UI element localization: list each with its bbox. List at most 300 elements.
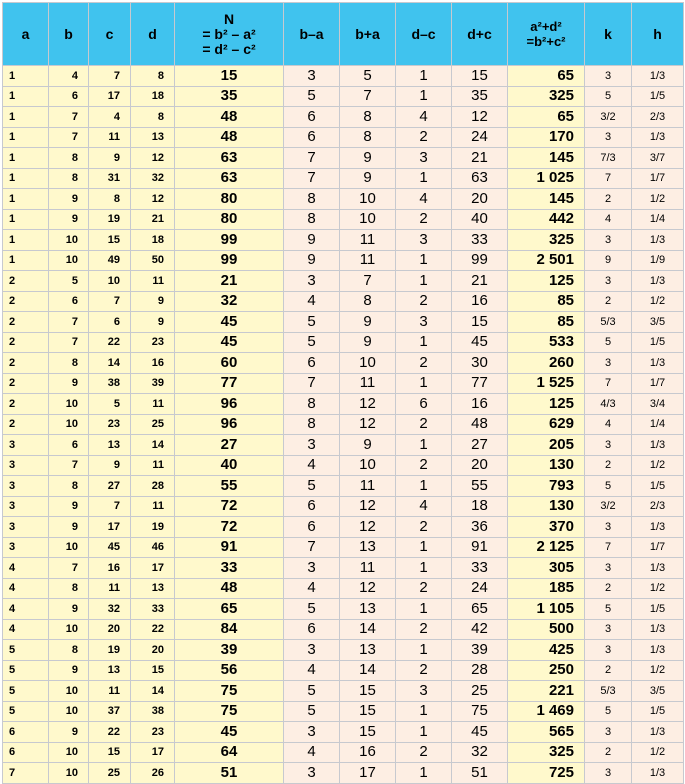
cell-k: 3	[585, 230, 632, 251]
cell-d-plus-c: 51	[452, 763, 508, 784]
header-n-line3: = d² – c²	[202, 40, 256, 57]
cell-a: 1	[3, 148, 49, 169]
cell-c: 23	[89, 414, 131, 435]
table-row	[3, 496, 684, 517]
cell-k: 5	[585, 701, 632, 722]
cell-h: 1/2	[632, 660, 684, 681]
pythagorean-difference-table	[2, 2, 684, 784]
cell-h: 1/2	[632, 291, 684, 312]
cell-n: 45	[175, 312, 284, 333]
cell-c: 49	[89, 250, 131, 271]
cell-a: 1	[3, 189, 49, 210]
table-row	[3, 373, 684, 394]
cell-d-minus-c: 3	[396, 230, 452, 251]
cell-h: 1/9	[632, 250, 684, 271]
cell-b-plus-a: 12	[340, 414, 396, 435]
cell-c: 9	[89, 148, 131, 169]
cell-n: 65	[175, 599, 284, 620]
cell-a: 6	[3, 742, 49, 763]
cell-d: 39	[131, 373, 175, 394]
cell-d-minus-c: 3	[396, 312, 452, 333]
cell-b-minus-a: 3	[284, 763, 340, 784]
cell-n: 35	[175, 86, 284, 107]
cell-c: 17	[89, 86, 131, 107]
cell-d-minus-c: 2	[396, 619, 452, 640]
cell-k: 5	[585, 476, 632, 497]
cell-b-plus-a: 5	[340, 66, 396, 87]
cell-b-minus-a: 6	[284, 517, 340, 538]
cell-d-minus-c: 4	[396, 189, 452, 210]
cell-h: 1/3	[632, 230, 684, 251]
cell-k: 2	[585, 455, 632, 476]
cell-b-minus-a: 9	[284, 230, 340, 251]
cell-a: 4	[3, 558, 49, 579]
cell-d: 14	[131, 681, 175, 702]
table-row	[3, 455, 684, 476]
cell-b-plus-a: 7	[340, 86, 396, 107]
cell-d-minus-c: 2	[396, 209, 452, 230]
cell-d: 32	[131, 168, 175, 189]
cell-h: 1/3	[632, 619, 684, 640]
cell-c: 16	[89, 558, 131, 579]
cell-b: 9	[49, 373, 89, 394]
cell-d-plus-c: 27	[452, 435, 508, 456]
cell-d-plus-c: 75	[452, 701, 508, 722]
cell-k: 3	[585, 640, 632, 661]
cell-b: 6	[49, 291, 89, 312]
cell-b-minus-a: 3	[284, 558, 340, 579]
cell-d: 22	[131, 619, 175, 640]
cell-b-minus-a: 7	[284, 148, 340, 169]
cell-b-plus-a: 9	[340, 312, 396, 333]
cell-d-plus-c: 45	[452, 332, 508, 353]
cell-c: 22	[89, 332, 131, 353]
cell-sum-squares: 500	[508, 619, 585, 640]
cell-k: 3	[585, 271, 632, 292]
cell-d-plus-c: 32	[452, 742, 508, 763]
cell-a: 1	[3, 250, 49, 271]
cell-b-plus-a: 10	[340, 189, 396, 210]
cell-n: 80	[175, 189, 284, 210]
table-row	[3, 742, 684, 763]
cell-h: 1/2	[632, 455, 684, 476]
cell-d-plus-c: 65	[452, 599, 508, 620]
table-row	[3, 537, 684, 558]
cell-b-minus-a: 5	[284, 312, 340, 333]
cell-n: 56	[175, 660, 284, 681]
cell-d-plus-c: 24	[452, 578, 508, 599]
cell-c: 17	[89, 517, 131, 538]
table-row	[3, 414, 684, 435]
cell-k: 3/2	[585, 107, 632, 128]
cell-a: 5	[3, 681, 49, 702]
cell-sum-squares: 325	[508, 230, 585, 251]
cell-d: 9	[131, 312, 175, 333]
cell-sum-squares: 325	[508, 742, 585, 763]
cell-b-minus-a: 6	[284, 107, 340, 128]
cell-b-minus-a: 4	[284, 291, 340, 312]
cell-d-minus-c: 1	[396, 332, 452, 353]
cell-b: 10	[49, 394, 89, 415]
cell-h: 1/3	[632, 640, 684, 661]
cell-d: 16	[131, 353, 175, 374]
cell-sum-squares: 185	[508, 578, 585, 599]
cell-a: 6	[3, 722, 49, 743]
cell-d: 12	[131, 189, 175, 210]
cell-h: 3/4	[632, 394, 684, 415]
cell-n: 51	[175, 763, 284, 784]
cell-b-minus-a: 4	[284, 455, 340, 476]
header-sum-line2: =b²+c²	[526, 34, 566, 49]
cell-b-minus-a: 8	[284, 414, 340, 435]
cell-b-minus-a: 3	[284, 722, 340, 743]
cell-sum-squares: 725	[508, 763, 585, 784]
cell-c: 45	[89, 537, 131, 558]
cell-d-minus-c: 4	[396, 496, 452, 517]
cell-d: 8	[131, 66, 175, 87]
cell-sum-squares: 425	[508, 640, 585, 661]
cell-b-minus-a: 3	[284, 640, 340, 661]
cell-k: 3	[585, 127, 632, 148]
cell-d: 26	[131, 763, 175, 784]
cell-b-minus-a: 9	[284, 250, 340, 271]
cell-d: 13	[131, 578, 175, 599]
cell-k: 4	[585, 414, 632, 435]
cell-d-plus-c: 48	[452, 414, 508, 435]
cell-b: 6	[49, 86, 89, 107]
cell-d-minus-c: 1	[396, 558, 452, 579]
cell-d-minus-c: 1	[396, 271, 452, 292]
cell-sum-squares: 533	[508, 332, 585, 353]
cell-sum-squares: 145	[508, 148, 585, 169]
cell-d-plus-c: 40	[452, 209, 508, 230]
cell-b: 8	[49, 640, 89, 661]
cell-c: 20	[89, 619, 131, 640]
cell-n: 40	[175, 455, 284, 476]
cell-h: 1/3	[632, 558, 684, 579]
cell-d: 11	[131, 394, 175, 415]
cell-b-plus-a: 17	[340, 763, 396, 784]
cell-n: 15	[175, 66, 284, 87]
cell-n: 39	[175, 640, 284, 661]
cell-d: 18	[131, 86, 175, 107]
cell-sum-squares: 305	[508, 558, 585, 579]
table-row	[3, 312, 684, 333]
cell-n: 48	[175, 578, 284, 599]
cell-h: 2/3	[632, 496, 684, 517]
cell-h: 1/5	[632, 476, 684, 497]
cell-d-plus-c: 35	[452, 86, 508, 107]
cell-d-plus-c: 20	[452, 189, 508, 210]
table-row	[3, 763, 684, 784]
cell-c: 7	[89, 291, 131, 312]
cell-b-plus-a: 11	[340, 230, 396, 251]
cell-a: 1	[3, 66, 49, 87]
cell-b-minus-a: 8	[284, 394, 340, 415]
cell-c: 10	[89, 271, 131, 292]
cell-b-plus-a: 8	[340, 107, 396, 128]
cell-n: 99	[175, 250, 284, 271]
cell-b-minus-a: 6	[284, 353, 340, 374]
cell-b-plus-a: 7	[340, 271, 396, 292]
cell-b-minus-a: 3	[284, 435, 340, 456]
header-b-plus-a: b+a	[340, 3, 396, 66]
cell-h: 1/3	[632, 271, 684, 292]
cell-sum-squares: 370	[508, 517, 585, 538]
cell-k: 2	[585, 578, 632, 599]
cell-c: 11	[89, 681, 131, 702]
cell-d: 13	[131, 127, 175, 148]
cell-k: 7	[585, 373, 632, 394]
cell-b: 10	[49, 742, 89, 763]
cell-n: 32	[175, 291, 284, 312]
cell-d-plus-c: 63	[452, 168, 508, 189]
cell-b-plus-a: 11	[340, 373, 396, 394]
cell-c: 8	[89, 189, 131, 210]
cell-h: 1/2	[632, 578, 684, 599]
cell-b-plus-a: 12	[340, 517, 396, 538]
cell-d-minus-c: 2	[396, 127, 452, 148]
cell-b: 9	[49, 209, 89, 230]
cell-h: 1/3	[632, 66, 684, 87]
cell-b-plus-a: 16	[340, 742, 396, 763]
cell-n: 64	[175, 742, 284, 763]
cell-a: 2	[3, 373, 49, 394]
table-row	[3, 189, 684, 210]
cell-b-plus-a: 13	[340, 640, 396, 661]
cell-k: 3/2	[585, 496, 632, 517]
cell-k: 2	[585, 660, 632, 681]
cell-h: 1/4	[632, 209, 684, 230]
cell-k: 5	[585, 86, 632, 107]
cell-d: 8	[131, 107, 175, 128]
cell-n: 80	[175, 209, 284, 230]
cell-d-minus-c: 2	[396, 455, 452, 476]
cell-c: 31	[89, 168, 131, 189]
cell-b: 10	[49, 701, 89, 722]
cell-d-plus-c: 39	[452, 640, 508, 661]
table-row	[3, 107, 684, 128]
table-row	[3, 517, 684, 538]
cell-a: 1	[3, 168, 49, 189]
cell-d-minus-c: 4	[396, 107, 452, 128]
cell-b: 9	[49, 660, 89, 681]
cell-h: 1/2	[632, 189, 684, 210]
cell-b-plus-a: 15	[340, 701, 396, 722]
cell-d: 9	[131, 291, 175, 312]
cell-h: 1/7	[632, 537, 684, 558]
cell-d-plus-c: 33	[452, 230, 508, 251]
cell-n: 63	[175, 148, 284, 169]
cell-b-minus-a: 5	[284, 599, 340, 620]
cell-b-plus-a: 9	[340, 148, 396, 169]
cell-n: 96	[175, 414, 284, 435]
cell-k: 5/3	[585, 312, 632, 333]
cell-b-plus-a: 13	[340, 537, 396, 558]
cell-a: 3	[3, 517, 49, 538]
cell-d-plus-c: 20	[452, 455, 508, 476]
cell-b: 9	[49, 722, 89, 743]
cell-h: 3/7	[632, 148, 684, 169]
table-row	[3, 394, 684, 415]
cell-sum-squares: 2 501	[508, 250, 585, 271]
table-row	[3, 353, 684, 374]
cell-d-minus-c: 6	[396, 394, 452, 415]
cell-k: 3	[585, 763, 632, 784]
cell-d-plus-c: 28	[452, 660, 508, 681]
cell-sum-squares: 565	[508, 722, 585, 743]
cell-b-plus-a: 10	[340, 353, 396, 374]
cell-h: 1/7	[632, 168, 684, 189]
cell-sum-squares: 85	[508, 291, 585, 312]
cell-a: 3	[3, 455, 49, 476]
cell-n: 91	[175, 537, 284, 558]
cell-sum-squares: 1 025	[508, 168, 585, 189]
cell-b: 7	[49, 332, 89, 353]
cell-c: 19	[89, 640, 131, 661]
cell-h: 1/7	[632, 373, 684, 394]
cell-b-minus-a: 7	[284, 537, 340, 558]
cell-k: 5	[585, 599, 632, 620]
cell-b: 7	[49, 558, 89, 579]
cell-h: 1/5	[632, 332, 684, 353]
cell-c: 6	[89, 312, 131, 333]
cell-k: 4/3	[585, 394, 632, 415]
table-row	[3, 148, 684, 169]
cell-k: 2	[585, 291, 632, 312]
header-h: h	[632, 3, 684, 66]
cell-c: 37	[89, 701, 131, 722]
cell-b: 7	[49, 455, 89, 476]
cell-k: 4	[585, 209, 632, 230]
cell-sum-squares: 170	[508, 127, 585, 148]
cell-b: 9	[49, 599, 89, 620]
header-b-minus-a: b–a	[284, 3, 340, 66]
cell-k: 2	[585, 189, 632, 210]
cell-n: 48	[175, 107, 284, 128]
cell-d-plus-c: 99	[452, 250, 508, 271]
header-a: a	[3, 3, 49, 66]
cell-k: 9	[585, 250, 632, 271]
cell-d-plus-c: 16	[452, 394, 508, 415]
cell-d: 21	[131, 209, 175, 230]
cell-a: 1	[3, 107, 49, 128]
cell-b: 8	[49, 476, 89, 497]
cell-b-minus-a: 4	[284, 578, 340, 599]
cell-b-plus-a: 10	[340, 209, 396, 230]
cell-d-plus-c: 91	[452, 537, 508, 558]
cell-n: 77	[175, 373, 284, 394]
cell-h: 2/3	[632, 107, 684, 128]
cell-n: 96	[175, 394, 284, 415]
cell-b-minus-a: 5	[284, 701, 340, 722]
cell-h: 1/2	[632, 742, 684, 763]
cell-d-plus-c: 30	[452, 353, 508, 374]
cell-d-minus-c: 2	[396, 353, 452, 374]
cell-b-plus-a: 11	[340, 250, 396, 271]
cell-d: 38	[131, 701, 175, 722]
cell-k: 3	[585, 619, 632, 640]
cell-b: 10	[49, 763, 89, 784]
cell-c: 13	[89, 435, 131, 456]
cell-d-plus-c: 15	[452, 66, 508, 87]
cell-a: 2	[3, 332, 49, 353]
cell-d-minus-c: 3	[396, 148, 452, 169]
cell-b: 10	[49, 414, 89, 435]
cell-k: 7	[585, 168, 632, 189]
table-row	[3, 640, 684, 661]
cell-k: 3	[585, 435, 632, 456]
cell-a: 3	[3, 537, 49, 558]
cell-n: 75	[175, 701, 284, 722]
header-sum-line1: a²+d²	[530, 19, 562, 34]
cell-sum-squares: 1 469	[508, 701, 585, 722]
cell-d: 17	[131, 742, 175, 763]
header-d-plus-c: d+c	[452, 3, 508, 66]
cell-a: 1	[3, 230, 49, 251]
cell-k: 2	[585, 742, 632, 763]
cell-n: 72	[175, 496, 284, 517]
cell-n: 21	[175, 271, 284, 292]
header-row	[3, 3, 684, 66]
table-row	[3, 578, 684, 599]
cell-a: 5	[3, 640, 49, 661]
cell-d-minus-c: 1	[396, 86, 452, 107]
header-d: d	[131, 3, 175, 66]
cell-a: 4	[3, 578, 49, 599]
cell-d: 20	[131, 640, 175, 661]
header-n-line2: = b² – a²	[202, 25, 256, 42]
cell-b-plus-a: 9	[340, 168, 396, 189]
table-row	[3, 127, 684, 148]
cell-n: 33	[175, 558, 284, 579]
cell-h: 1/3	[632, 722, 684, 743]
cell-d: 11	[131, 496, 175, 517]
header-n	[175, 3, 284, 66]
cell-d-minus-c: 1	[396, 537, 452, 558]
cell-n: 48	[175, 127, 284, 148]
cell-a: 1	[3, 86, 49, 107]
cell-a: 3	[3, 496, 49, 517]
cell-b: 8	[49, 148, 89, 169]
cell-b: 9	[49, 496, 89, 517]
cell-b-plus-a: 15	[340, 681, 396, 702]
cell-b-plus-a: 12	[340, 394, 396, 415]
cell-d-minus-c: 1	[396, 701, 452, 722]
cell-b-minus-a: 5	[284, 86, 340, 107]
cell-a: 2	[3, 353, 49, 374]
cell-sum-squares: 325	[508, 86, 585, 107]
header-b: b	[49, 3, 89, 66]
cell-b-minus-a: 4	[284, 742, 340, 763]
cell-d-plus-c: 36	[452, 517, 508, 538]
table-row	[3, 476, 684, 497]
cell-a: 2	[3, 291, 49, 312]
cell-b-minus-a: 3	[284, 66, 340, 87]
cell-c: 15	[89, 230, 131, 251]
cell-b-minus-a: 4	[284, 660, 340, 681]
cell-d-plus-c: 45	[452, 722, 508, 743]
cell-sum-squares: 130	[508, 455, 585, 476]
cell-b-minus-a: 5	[284, 332, 340, 353]
cell-c: 15	[89, 742, 131, 763]
cell-c: 7	[89, 496, 131, 517]
cell-k: 3	[585, 353, 632, 374]
cell-a: 1	[3, 127, 49, 148]
cell-b: 10	[49, 250, 89, 271]
cell-a: 2	[3, 312, 49, 333]
cell-b-minus-a: 5	[284, 681, 340, 702]
